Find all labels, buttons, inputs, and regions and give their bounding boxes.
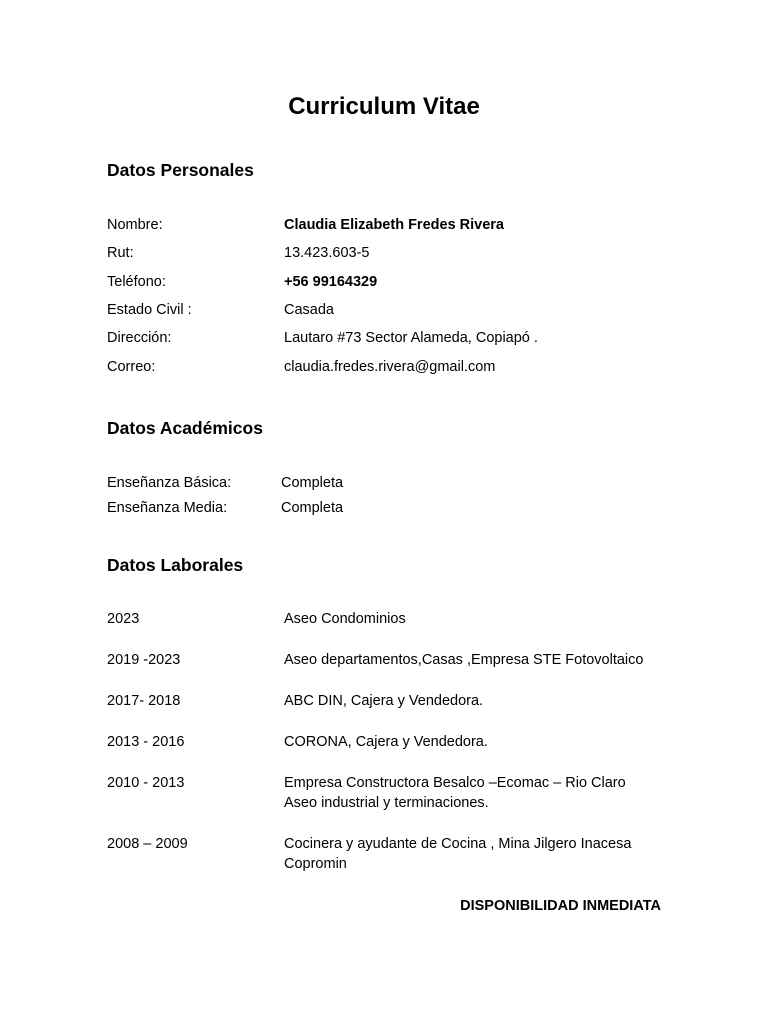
availability-note: DISPONIBILIDAD INMEDIATA xyxy=(460,898,661,914)
label-civil-status: Estado Civil : xyxy=(107,302,192,318)
work-description-line: Aseo departamentos,Casas ,Empresa STE Fotovoltaico xyxy=(284,652,644,668)
label-phone: Teléfono: xyxy=(107,274,166,290)
work-period: 2008 – 2009 xyxy=(107,836,188,852)
section-heading-work: Datos Laborales xyxy=(107,555,244,575)
work-description-line: ABC DIN, Cajera y Vendedora. xyxy=(284,693,484,709)
work-description-line: Aseo industrial y terminaciones. xyxy=(284,795,489,811)
label-basic-education: Enseñanza Básica: xyxy=(107,475,232,491)
work-description-line: CORONA, Cajera y Vendedora. xyxy=(284,734,488,750)
value-rut: 13.423.603-5 xyxy=(284,245,370,261)
label-rut: Rut: xyxy=(107,245,134,261)
work-period: 2013 - 2016 xyxy=(107,734,185,750)
work-description-line: Copromin xyxy=(284,856,347,872)
label-name: Nombre: xyxy=(107,217,163,233)
work-description xyxy=(284,650,643,670)
work-description-line: Empresa Constructora Besalco –Ecomac – Rio Claro xyxy=(284,775,626,791)
work-description-line: Aseo Condominios xyxy=(284,611,406,627)
section-heading-personal: Datos Personales xyxy=(107,160,254,180)
work-period: 2019 -2023 xyxy=(107,652,181,668)
value-name: Claudia Elizabeth Fredes Rivera xyxy=(284,217,504,233)
work-description xyxy=(284,732,488,752)
value-secondary-education: Completa xyxy=(281,500,344,516)
label-address: Dirección: xyxy=(107,330,172,346)
work-period: 2010 - 2013 xyxy=(107,775,185,791)
value-email: claudia.fredes.rivera@gmail.com xyxy=(284,359,496,375)
value-address: Lautaro #73 Sector Alameda, Copiapó . xyxy=(284,330,538,346)
work-description xyxy=(284,834,631,874)
value-basic-education: Completa xyxy=(281,475,344,491)
value-phone: +56 99164329 xyxy=(284,274,378,290)
section-heading-academic: Datos Académicos xyxy=(107,418,263,438)
label-email: Correo: xyxy=(107,359,156,375)
work-description xyxy=(284,773,626,813)
work-description xyxy=(284,691,483,711)
label-secondary-education: Enseñanza Media: xyxy=(107,500,228,516)
page-title: Curriculum Vitae xyxy=(288,93,480,120)
work-period: 2023 xyxy=(107,611,140,627)
work-period: 2017- 2018 xyxy=(107,693,181,709)
work-description-line: Cocinera y ayudante de Cocina , Mina Jilgero Inacesa xyxy=(284,836,632,852)
work-description xyxy=(284,609,406,629)
value-civil-status: Casada xyxy=(284,302,334,318)
